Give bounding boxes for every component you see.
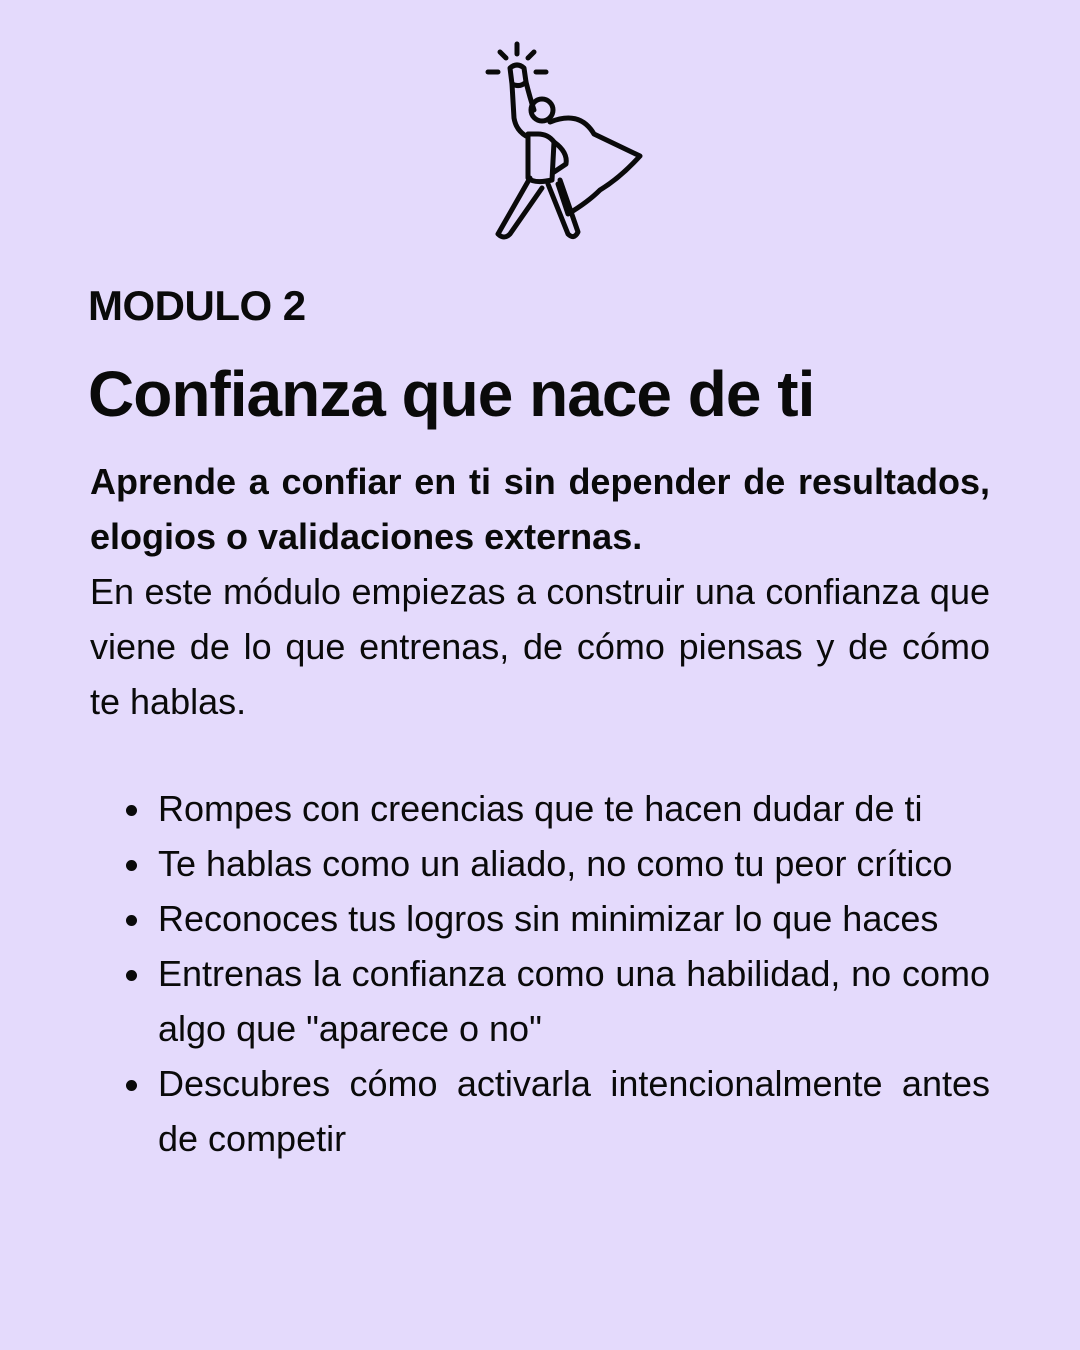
bullet-dot-icon — [126, 915, 137, 926]
list-item — [88, 781, 990, 836]
lead-text: Aprende a confiar en ti sin depender de resultados, elogios o validaciones externas. — [90, 461, 990, 557]
body-text: En este módulo empiezas a construir una confianza que viene de lo que entrenas, de cómo piensas y de cómo te hablas. — [90, 571, 990, 722]
benefits-list — [88, 781, 990, 1166]
list-item-text: Te hablas como un aliado, no como tu peor crítico — [158, 843, 953, 884]
module-content — [88, 278, 990, 1166]
list-item-text: Entrenas la confianza como una habilidad, no como algo que "aparece o no" — [158, 953, 990, 1049]
bullet-dot-icon — [126, 805, 137, 816]
list-item — [88, 946, 990, 1056]
list-item-text: Descubres cómo activarla intencionalmente antes de competir — [158, 1063, 990, 1159]
list-item — [88, 891, 990, 946]
bullet-dot-icon — [126, 860, 137, 871]
list-item-text: Rompes con creencias que te hacen dudar de ti — [158, 788, 923, 829]
list-item-text: Reconoces tus logros sin minimizar lo que haces — [158, 898, 939, 939]
list-item — [88, 1056, 990, 1166]
page-title: Confianza que nace de ti — [88, 358, 815, 430]
bullet-dot-icon — [126, 1080, 137, 1091]
superhero-icon — [470, 38, 650, 248]
bullet-dot-icon — [126, 970, 137, 981]
module-label: MODULO 2 — [88, 282, 306, 329]
list-item — [88, 836, 990, 891]
